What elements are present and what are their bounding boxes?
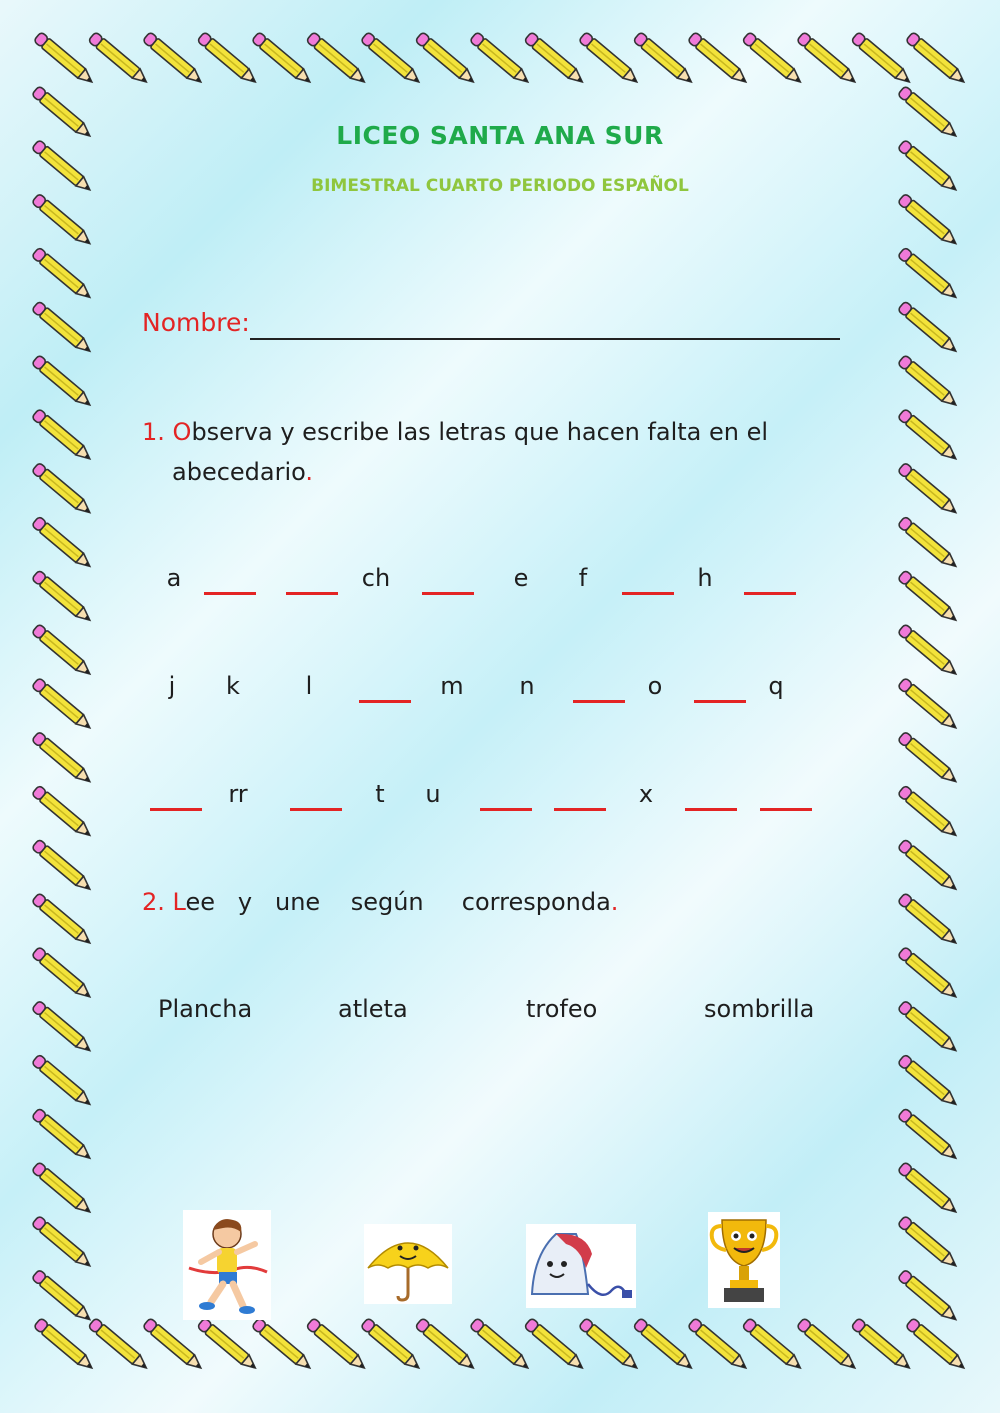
pencil-icon bbox=[32, 462, 94, 517]
question-1-number: 1. bbox=[142, 418, 165, 446]
question-1-line-2 bbox=[172, 458, 313, 486]
pencil-icon bbox=[32, 893, 94, 948]
pencil-icon bbox=[32, 1054, 94, 1109]
alphabet-letter: o bbox=[647, 672, 663, 700]
letter-blank[interactable] bbox=[480, 808, 532, 811]
alphabet-letter: x bbox=[638, 780, 654, 808]
pencil-icon bbox=[797, 32, 859, 87]
pencil-icon bbox=[898, 1108, 960, 1163]
pencil-icon bbox=[32, 1000, 94, 1055]
pencil-icon bbox=[32, 946, 94, 1001]
alphabet-letter: ch bbox=[361, 564, 391, 592]
pencil-icon bbox=[88, 1318, 150, 1373]
pencil-icon bbox=[898, 193, 960, 248]
pencil-icon bbox=[633, 32, 695, 87]
pencil-icon bbox=[32, 1215, 94, 1270]
alphabet-letter: rr bbox=[228, 780, 248, 808]
pencil-icon bbox=[252, 1318, 314, 1373]
alphabet-letter: u bbox=[425, 780, 441, 808]
pencil-icon bbox=[579, 1318, 641, 1373]
letter-blank[interactable] bbox=[685, 808, 737, 811]
pencil-icon bbox=[906, 1318, 968, 1373]
question-1-line-1 bbox=[142, 418, 768, 446]
letter-blank[interactable] bbox=[760, 808, 812, 811]
trophy-picture[interactable] bbox=[708, 1212, 780, 1308]
pencil-icon bbox=[898, 570, 960, 625]
pencil-icon bbox=[898, 1000, 960, 1055]
word-sombrilla[interactable]: sombrilla bbox=[704, 995, 815, 1023]
pencil-icon bbox=[851, 32, 913, 87]
alphabet-letter: h bbox=[697, 564, 713, 592]
pencil-icon bbox=[361, 1318, 423, 1373]
alphabet-letter: l bbox=[305, 672, 313, 700]
pencil-icon bbox=[32, 677, 94, 732]
alphabet-letter: q bbox=[768, 672, 784, 700]
pencil-icon bbox=[32, 1162, 94, 1217]
alphabet-letter: k bbox=[226, 672, 240, 700]
pencil-icon bbox=[524, 1318, 586, 1373]
pencil-icon bbox=[32, 570, 94, 625]
pencil-icon bbox=[32, 785, 94, 840]
pencil-icon bbox=[470, 32, 532, 87]
letter-blank[interactable] bbox=[286, 592, 338, 595]
letter-blank[interactable] bbox=[573, 700, 625, 703]
alphabet-letter: e bbox=[513, 564, 529, 592]
pencil-icon bbox=[34, 1318, 96, 1373]
letter-blank[interactable] bbox=[290, 808, 342, 811]
pencil-icon bbox=[898, 516, 960, 571]
question-1-period: . bbox=[305, 458, 314, 486]
alphabet-letter: n bbox=[519, 672, 535, 700]
alphabet-letter: j bbox=[168, 672, 176, 700]
word-plancha[interactable]: Plancha bbox=[158, 995, 253, 1023]
pencil-icon bbox=[34, 32, 96, 87]
question-1-text-2: abecedario bbox=[172, 458, 306, 486]
pencil-icon bbox=[32, 193, 94, 248]
pencil-icon bbox=[32, 1108, 94, 1163]
pencil-icon bbox=[197, 32, 259, 87]
iron-picture[interactable] bbox=[526, 1224, 636, 1308]
pencil-icon bbox=[32, 301, 94, 356]
alphabet-letter: f bbox=[578, 564, 588, 592]
question-2-first-letter: L bbox=[172, 888, 186, 916]
pencil-icon bbox=[470, 1318, 532, 1373]
pencil-icon bbox=[898, 677, 960, 732]
pencil-icon bbox=[742, 32, 804, 87]
pencil-icon bbox=[32, 247, 94, 302]
pencil-icon bbox=[143, 1318, 205, 1373]
letter-blank[interactable] bbox=[204, 592, 256, 595]
pencil-icon bbox=[898, 946, 960, 1001]
letter-blank[interactable] bbox=[744, 592, 796, 595]
pencil-icon bbox=[898, 1162, 960, 1217]
pencil-icon bbox=[32, 731, 94, 786]
letter-blank[interactable] bbox=[694, 700, 746, 703]
nombre-label: Nombre: bbox=[142, 308, 250, 337]
question-2-line bbox=[142, 888, 618, 916]
pencil-icon bbox=[32, 1269, 94, 1324]
alphabet-letter: t bbox=[375, 780, 385, 808]
page-subtitle: BIMESTRAL CUARTO PERIODO ESPAÑOL bbox=[311, 176, 689, 196]
alphabet-letter: m bbox=[440, 672, 464, 700]
pencil-icon bbox=[688, 32, 750, 87]
pencil-icon bbox=[898, 1215, 960, 1270]
pencil-icon bbox=[898, 839, 960, 894]
letter-blank[interactable] bbox=[359, 700, 411, 703]
letter-blank[interactable] bbox=[150, 808, 202, 811]
pencil-icon bbox=[361, 32, 423, 87]
pencil-icon bbox=[415, 32, 477, 87]
pencil-icon bbox=[906, 32, 968, 87]
pencil-icon bbox=[898, 893, 960, 948]
pencil-icon bbox=[415, 1318, 477, 1373]
pencil-icon bbox=[898, 785, 960, 840]
question-2-period: . bbox=[610, 888, 619, 916]
pencil-icon bbox=[524, 32, 586, 87]
pencil-icon bbox=[898, 1054, 960, 1109]
pencil-icon bbox=[898, 462, 960, 517]
pencil-icon bbox=[143, 32, 205, 87]
pencil-icon bbox=[742, 1318, 804, 1373]
question-2-text: ee y une según corresponda bbox=[185, 888, 611, 916]
umbrella-picture[interactable] bbox=[364, 1224, 452, 1304]
alphabet-letter: a bbox=[166, 564, 182, 592]
pencil-icon bbox=[252, 32, 314, 87]
pencil-icon bbox=[32, 839, 94, 894]
pencil-icon bbox=[32, 624, 94, 679]
pencil-icon bbox=[688, 1318, 750, 1373]
pencil-icon bbox=[898, 731, 960, 786]
word-atleta[interactable]: atleta bbox=[338, 995, 408, 1023]
pencil-icon bbox=[898, 1269, 960, 1324]
question-2-number: 2. bbox=[142, 888, 165, 916]
pencil-icon bbox=[32, 516, 94, 571]
letter-blank[interactable] bbox=[622, 592, 674, 595]
pencil-icon bbox=[306, 32, 368, 87]
pencil-icon bbox=[797, 1318, 859, 1373]
pencil-icon bbox=[851, 1318, 913, 1373]
page-title: LICEO SANTA ANA SUR bbox=[336, 121, 664, 150]
pencil-icon bbox=[88, 32, 150, 87]
pencil-icon bbox=[898, 301, 960, 356]
nombre-input-line[interactable] bbox=[250, 338, 840, 340]
pencil-icon bbox=[898, 408, 960, 463]
pencil-icon bbox=[898, 355, 960, 410]
runner-picture[interactable] bbox=[183, 1210, 271, 1320]
question-1-text: bserva y escribe las letras que hacen falta en el bbox=[191, 418, 769, 446]
question-1-first-letter: O bbox=[172, 418, 192, 446]
pencil-icon bbox=[898, 247, 960, 302]
letter-blank[interactable] bbox=[422, 592, 474, 595]
pencil-icon bbox=[32, 408, 94, 463]
pencil-icon bbox=[32, 355, 94, 410]
pencil-icon bbox=[579, 32, 641, 87]
pencil-icon bbox=[633, 1318, 695, 1373]
letter-blank[interactable] bbox=[554, 808, 606, 811]
pencil-icon bbox=[197, 1318, 259, 1373]
pencil-icon bbox=[898, 624, 960, 679]
word-trofeo[interactable]: trofeo bbox=[526, 995, 598, 1023]
pencil-icon bbox=[306, 1318, 368, 1373]
